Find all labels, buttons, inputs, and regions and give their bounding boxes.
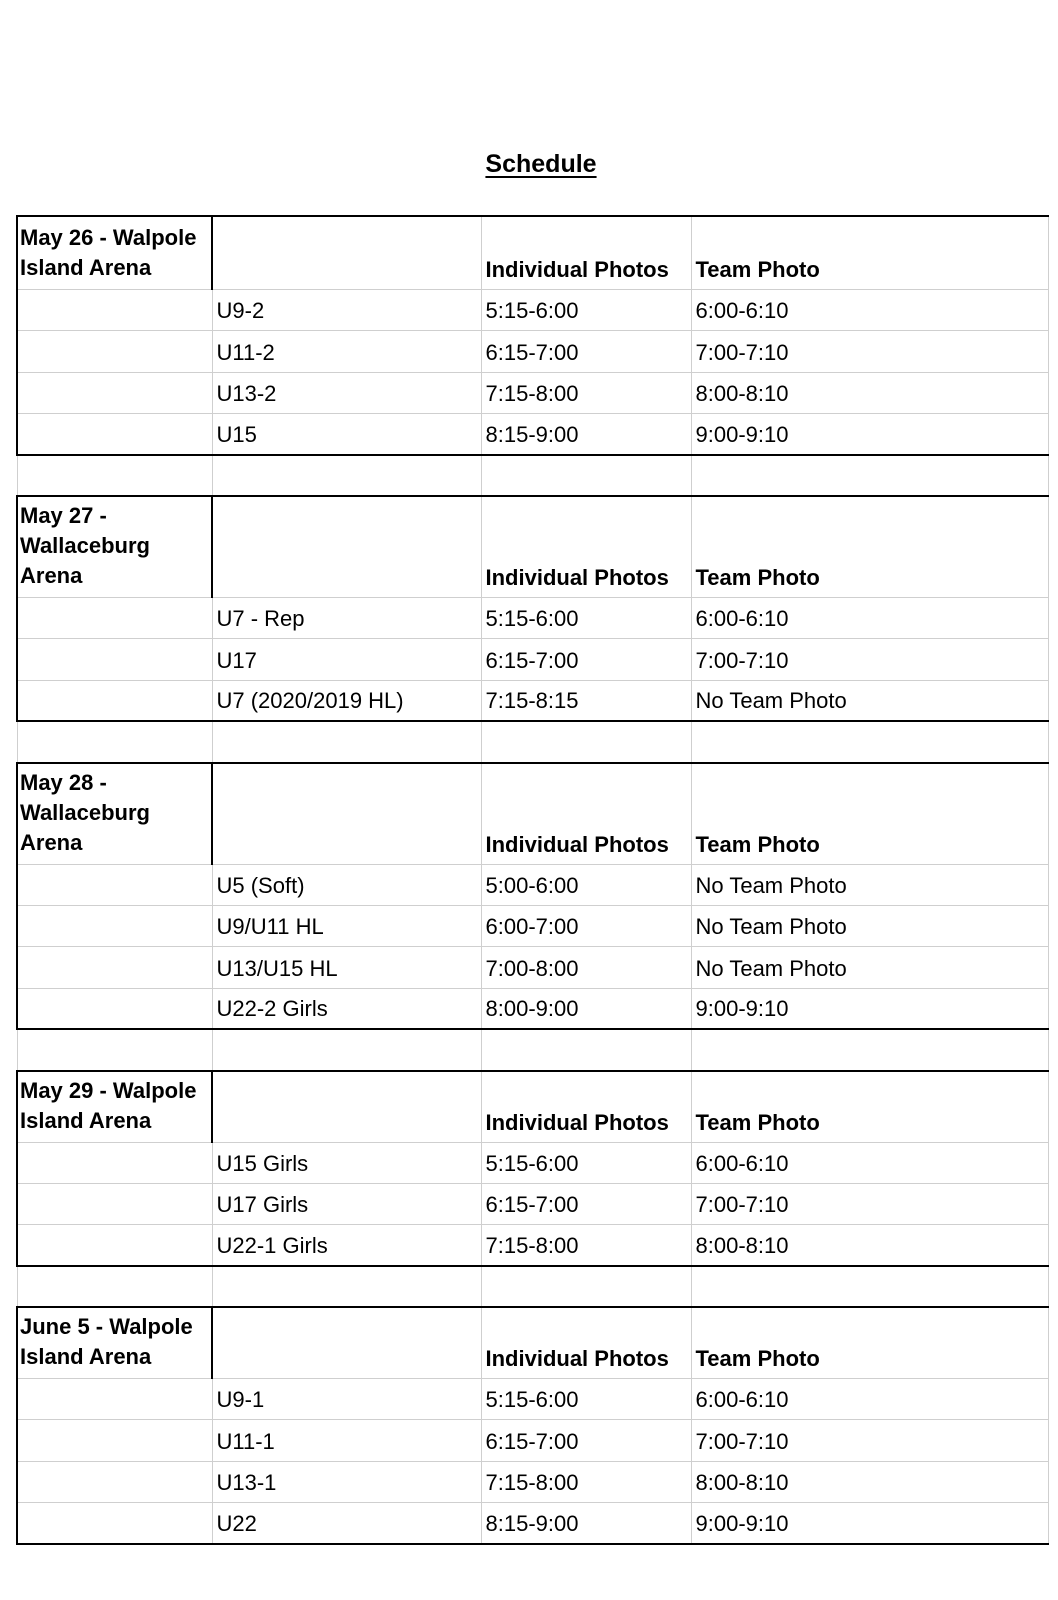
team-time-cell: 6:00-6:10: [691, 1379, 1048, 1420]
table-row: [17, 372, 1048, 413]
individual-time-cell: 6:15-7:00: [481, 1420, 691, 1461]
individual-time-cell: 6:00-7:00: [481, 906, 691, 947]
section-header-row: [17, 1071, 1048, 1142]
group-cell: U17: [212, 639, 481, 680]
group-header-cell: [212, 496, 481, 598]
individual-time-cell: 5:00-6:00: [481, 864, 691, 905]
team-time-cell: No Team Photo: [691, 906, 1048, 947]
table-row: [17, 1502, 1048, 1544]
spacer-row: [17, 1029, 1048, 1070]
group-cell: U13/U15 HL: [212, 947, 481, 988]
individual-time-cell: 6:15-7:00: [481, 639, 691, 680]
team-photo-header: Team Photo: [691, 496, 1048, 598]
team-time-cell: 8:00-8:10: [691, 1225, 1048, 1266]
table-row: [17, 331, 1048, 372]
group-cell: U13-2: [212, 372, 481, 413]
group-cell: U17 Girls: [212, 1183, 481, 1224]
individual-time-cell: 6:15-7:00: [481, 1183, 691, 1224]
group-cell: U9/U11 HL: [212, 906, 481, 947]
table-row: [17, 906, 1048, 947]
team-time-cell: 6:00-6:10: [691, 1142, 1048, 1183]
team-time-cell: 7:00-7:10: [691, 1183, 1048, 1224]
location-cell: May 28 - Wallaceburg Arena: [17, 763, 212, 865]
group-cell: U7 - Rep: [212, 598, 481, 639]
group-header-cell: [212, 763, 481, 865]
team-time-cell: No Team Photo: [691, 680, 1048, 721]
table-row: [17, 639, 1048, 680]
team-time-cell: No Team Photo: [691, 864, 1048, 905]
team-time-cell: 6:00-6:10: [691, 289, 1048, 330]
table-row: [17, 1420, 1048, 1461]
individual-photos-header: Individual Photos: [481, 1307, 691, 1378]
spacer-row: [17, 721, 1048, 762]
group-header-cell: [212, 1307, 481, 1378]
team-time-cell: 9:00-9:10: [691, 413, 1048, 454]
group-cell: U22-1 Girls: [212, 1225, 481, 1266]
group-cell: U11-1: [212, 1420, 481, 1461]
group-cell: U9-1: [212, 1379, 481, 1420]
group-cell: U22-2 Girls: [212, 988, 481, 1029]
group-cell: U13-1: [212, 1461, 481, 1502]
group-cell: U9-2: [212, 289, 481, 330]
team-time-cell: 9:00-9:10: [691, 988, 1048, 1029]
individual-time-cell: 7:15-8:15: [481, 680, 691, 721]
team-photo-header: Team Photo: [691, 1071, 1048, 1142]
individual-time-cell: 7:00-8:00: [481, 947, 691, 988]
individual-time-cell: 7:15-8:00: [481, 372, 691, 413]
team-time-cell: 8:00-8:10: [691, 372, 1048, 413]
table-row: [17, 988, 1048, 1029]
table-row: [17, 1225, 1048, 1266]
table-row: [17, 680, 1048, 721]
section-header-row: [17, 763, 1048, 865]
group-cell: U15: [212, 413, 481, 454]
individual-time-cell: 5:15-6:00: [481, 289, 691, 330]
table-row: [17, 864, 1048, 905]
team-time-cell: 8:00-8:10: [691, 1461, 1048, 1502]
table-row: [17, 289, 1048, 330]
location-cell: May 27 - Wallaceburg Arena: [17, 496, 212, 598]
group-header-cell: [212, 1071, 481, 1142]
individual-photos-header: Individual Photos: [481, 763, 691, 865]
individual-time-cell: 7:15-8:00: [481, 1225, 691, 1266]
location-cell: June 5 - Walpole Island Arena: [17, 1307, 212, 1378]
table-row: [17, 1461, 1048, 1502]
table-row: [17, 598, 1048, 639]
individual-time-cell: 8:15-9:00: [481, 413, 691, 454]
individual-time-cell: 5:15-6:00: [481, 598, 691, 639]
team-photo-header: Team Photo: [691, 1307, 1048, 1378]
individual-photos-header: Individual Photos: [481, 496, 691, 598]
group-header-cell: [212, 216, 481, 289]
table-row: [17, 1379, 1048, 1420]
team-time-cell: 6:00-6:10: [691, 598, 1048, 639]
team-photo-header: Team Photo: [691, 763, 1048, 865]
group-cell: U11-2: [212, 331, 481, 372]
location-cell: May 26 - Walpole Island Arena: [17, 216, 212, 289]
individual-time-cell: 5:15-6:00: [481, 1142, 691, 1183]
group-cell: U22: [212, 1502, 481, 1544]
team-time-cell: 7:00-7:10: [691, 331, 1048, 372]
individual-time-cell: 8:00-9:00: [481, 988, 691, 1029]
spacer-row: [17, 1266, 1048, 1307]
individual-time-cell: 5:15-6:00: [481, 1379, 691, 1420]
individual-time-cell: 7:15-8:00: [481, 1461, 691, 1502]
individual-time-cell: 8:15-9:00: [481, 1502, 691, 1544]
individual-time-cell: 6:15-7:00: [481, 331, 691, 372]
table-row: [17, 1142, 1048, 1183]
table-row: [17, 1183, 1048, 1224]
team-time-cell: No Team Photo: [691, 947, 1048, 988]
table-row: [17, 413, 1048, 454]
individual-photos-header: Individual Photos: [481, 1071, 691, 1142]
team-time-cell: 7:00-7:10: [691, 1420, 1048, 1461]
team-photo-header: Team Photo: [691, 216, 1048, 289]
group-cell: U5 (Soft): [212, 864, 481, 905]
group-cell: U15 Girls: [212, 1142, 481, 1183]
team-time-cell: 9:00-9:10: [691, 1502, 1048, 1544]
spacer-row: [17, 455, 1048, 496]
location-cell: May 29 - Walpole Island Arena: [17, 1071, 212, 1142]
section-header-row: [17, 216, 1048, 289]
individual-photos-header: Individual Photos: [481, 216, 691, 289]
table-row: [17, 947, 1048, 988]
section-header-row: [17, 1307, 1048, 1378]
section-header-row: [17, 496, 1048, 598]
group-cell: U7 (2020/2019 HL): [212, 680, 481, 721]
page-title: Schedule: [485, 150, 597, 178]
schedule-table: [16, 215, 1049, 1545]
team-time-cell: 7:00-7:10: [691, 639, 1048, 680]
